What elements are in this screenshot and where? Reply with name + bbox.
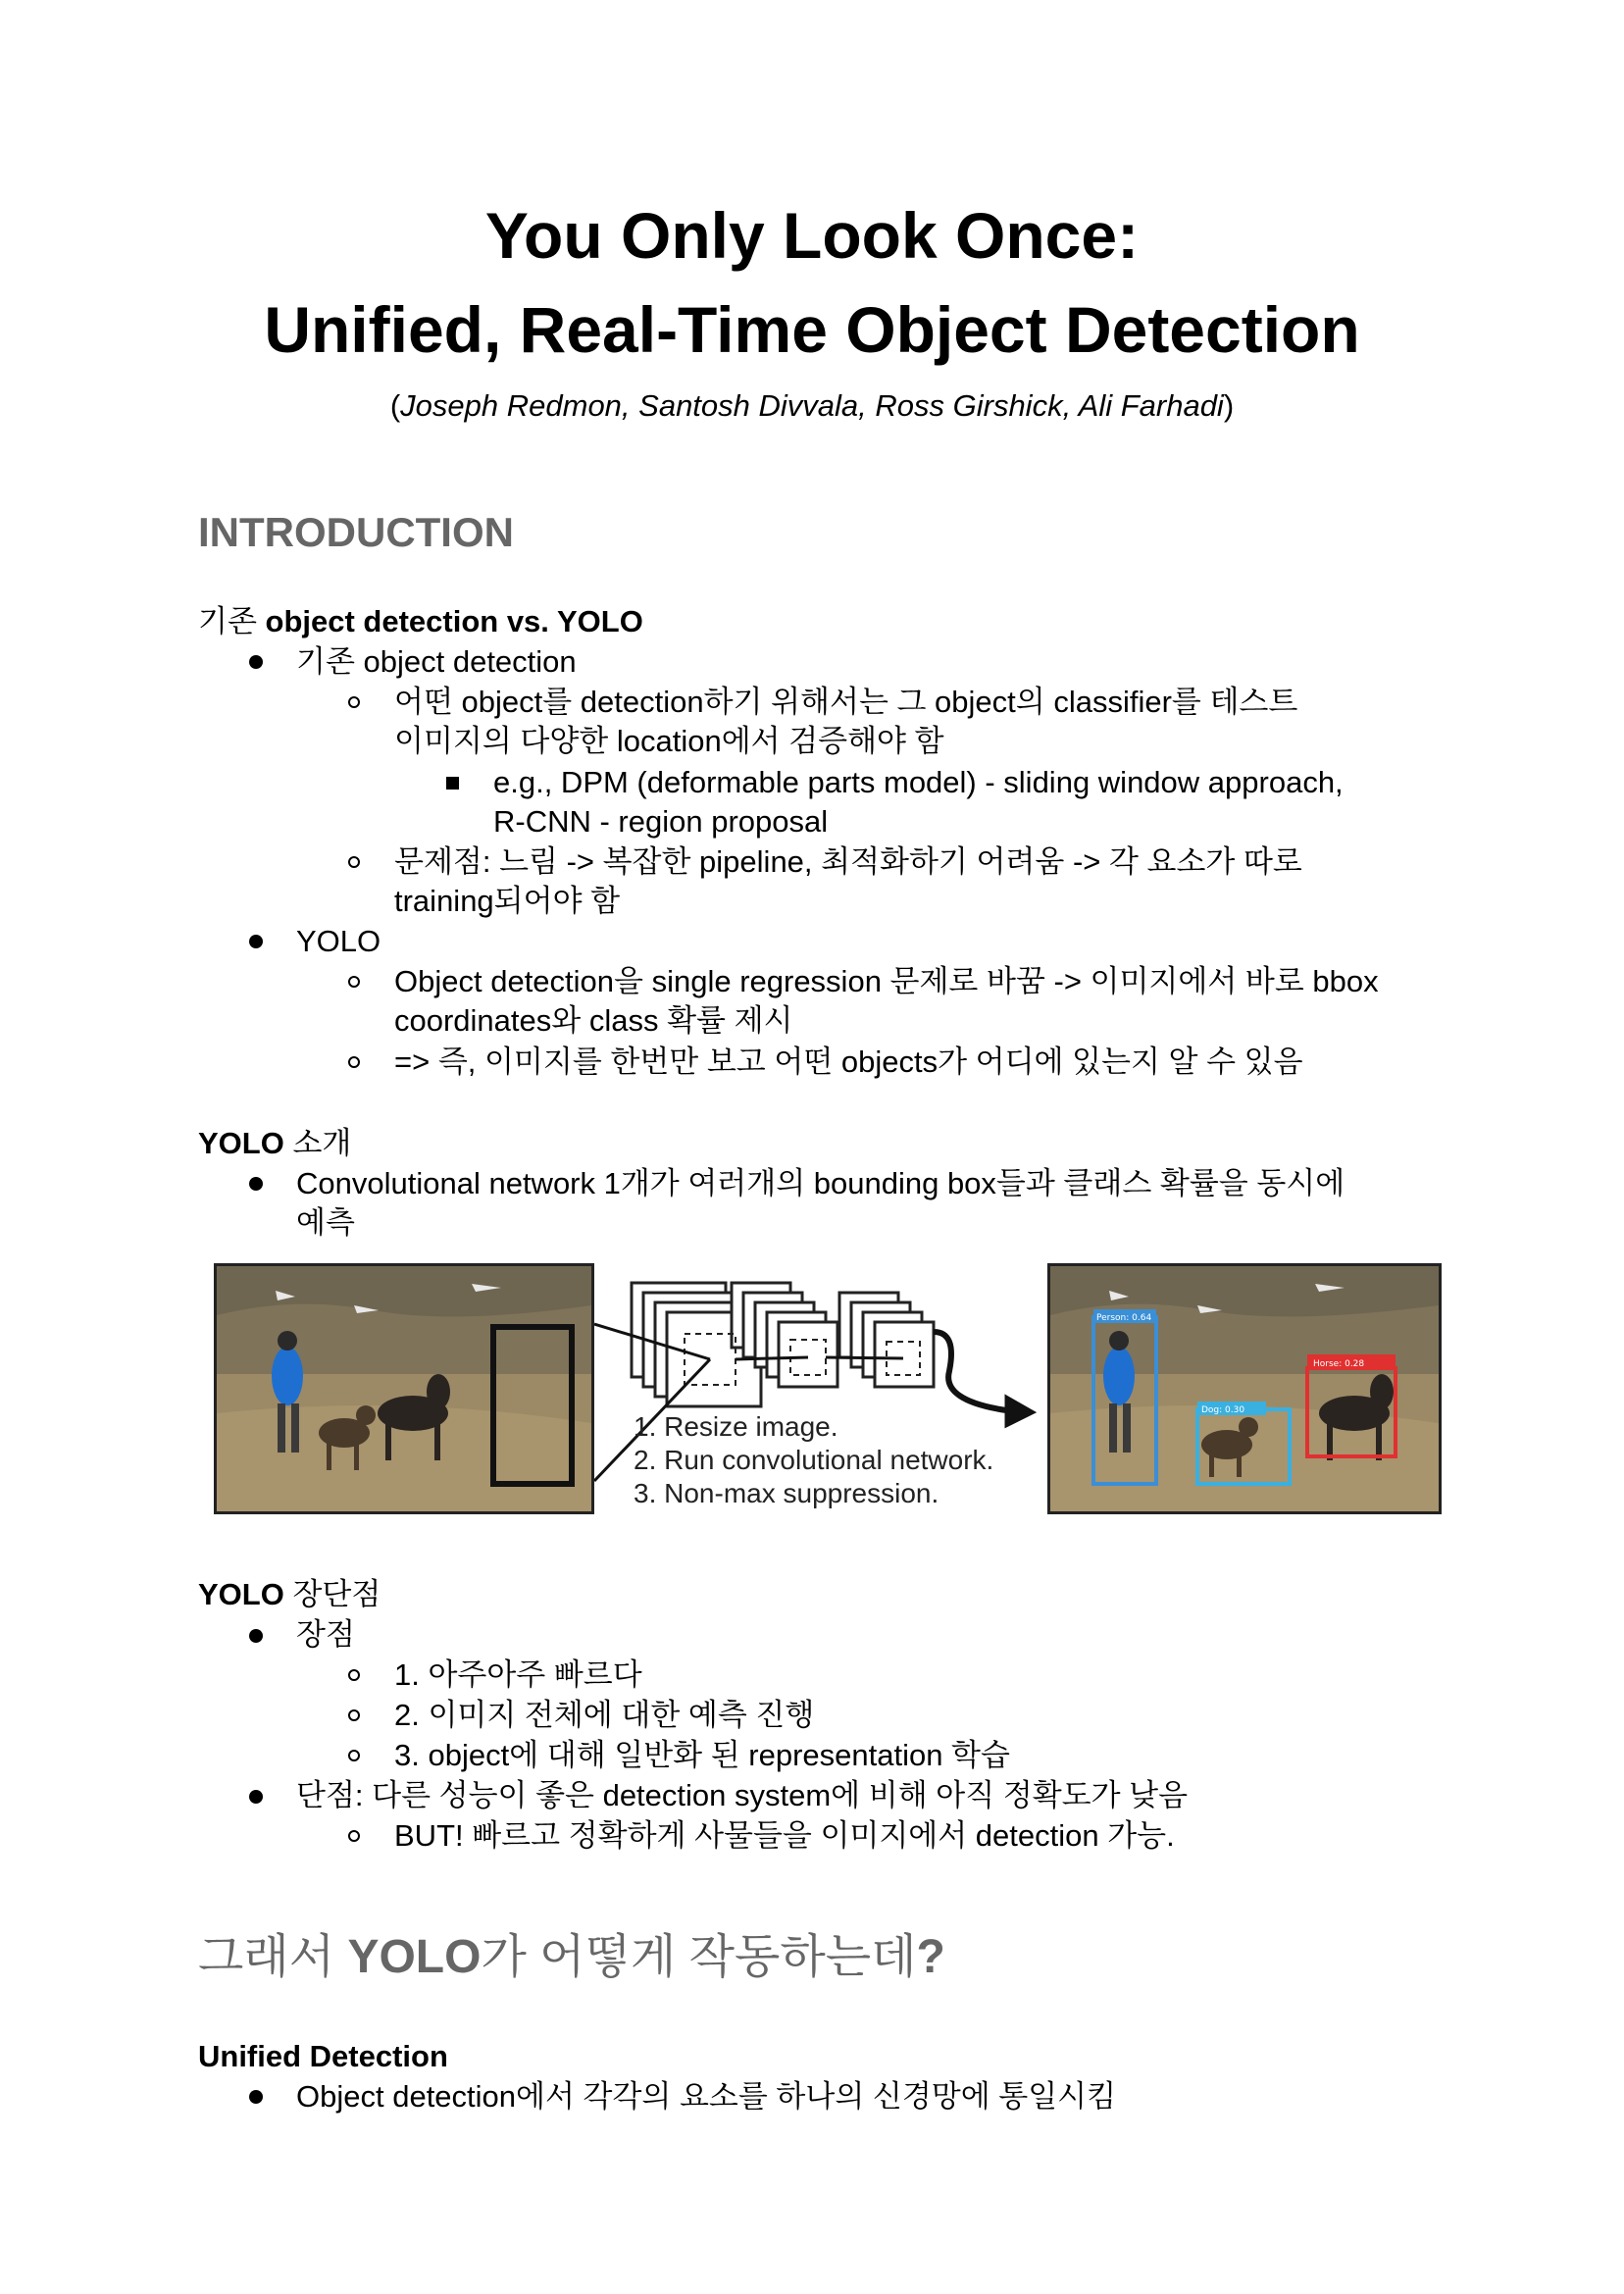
example-dpm-line1: e.g., DPM (deformable parts model) - sliding window approach, bbox=[493, 765, 1344, 799]
bullet-pros: 장점 bbox=[296, 1617, 355, 1652]
bullet-circle bbox=[348, 856, 360, 868]
subhead-yolo-intro: YOLO 소개 bbox=[198, 1126, 352, 1160]
sub-bullet-problem-line1: 문제점: 느림 -> 복잡한 pipeline, 최적화하기 어려움 -> 각 요소가 따로 bbox=[394, 844, 1302, 879]
bullet-circle bbox=[348, 976, 360, 988]
bullet-dot bbox=[249, 1177, 263, 1191]
sub-bullet-classifier-line1: 어떤 object를 detection하기 위해서는 그 object의 classifier를 테스트 bbox=[394, 685, 1298, 719]
bullet-circle bbox=[348, 1709, 360, 1721]
figure-step-2: 2. Run convolutional network. bbox=[634, 1445, 994, 1475]
bullet-dot bbox=[249, 1629, 263, 1643]
pro-item-3: 3. object에 대해 일반화 된 representation 학습 bbox=[394, 1738, 1010, 1772]
figure-step-3: 3. Non-max suppression. bbox=[634, 1478, 939, 1508]
subhead-yolo-pros-cons: YOLO 장단점 bbox=[198, 1577, 381, 1611]
subhead-unified-detection: Unified Detection bbox=[198, 2039, 448, 2073]
paper-title-line-1: You Only Look Once: bbox=[484, 199, 1140, 272]
bullet-conv-network-line2: 예측 bbox=[296, 1205, 355, 1240]
bullet-dot bbox=[249, 935, 263, 948]
example-rcnn-line2: R-CNN - region proposal bbox=[493, 804, 829, 839]
pro-item-2: 2. 이미지 전체에 대한 예측 진행 bbox=[394, 1698, 815, 1732]
bullet-conv-network-line1: Convolutional network 1개가 여러개의 bounding box들과 클래스 확률을 동시에 bbox=[296, 1166, 1345, 1200]
output-scene-illustration bbox=[1050, 1266, 1439, 1511]
figure-step-1: 1. Resize image. bbox=[634, 1411, 838, 1442]
bullet-circle bbox=[348, 1830, 360, 1842]
input-scene-illustration bbox=[217, 1266, 591, 1511]
author-list: (Joseph Redmon, Santosh Divvala, Ross Girshick, Ali Farhadi) bbox=[389, 388, 1235, 423]
bullet-circle bbox=[348, 1750, 360, 1761]
sub-bullet-regression-line1: Object detection을 single regression 문제로 바꿈 -> 이미지에서 바로 bbox bbox=[394, 964, 1379, 998]
how-yolo-works-heading: 그래서 YOLO가 어떻게 작동하는데? bbox=[198, 1931, 945, 1983]
yolo-pipeline-figure bbox=[214, 1263, 1442, 1514]
bullet-dot bbox=[249, 1790, 263, 1804]
bullet-dot bbox=[249, 2090, 263, 2104]
con-sub-item: BUT! 빠르고 정확하게 사물들을 이미지에서 detection 가능. bbox=[394, 1818, 1175, 1853]
figure-step-list bbox=[634, 1410, 993, 1510]
bullet-circle bbox=[348, 1669, 360, 1681]
person-label: Person: 0.64 bbox=[1096, 1313, 1152, 1323]
bullet-circle bbox=[348, 1056, 360, 1068]
bullet-square bbox=[446, 777, 459, 790]
dog-label: Dog: 0.30 bbox=[1201, 1405, 1245, 1415]
subhead-object-detection-vs-yolo: 기존 object detection vs. YOLO bbox=[198, 604, 643, 638]
bullet-yolo: YOLO bbox=[296, 924, 381, 958]
sub-bullet-classifier-line2: 이미지의 다양한 location에서 검증해야 함 bbox=[394, 724, 944, 758]
pro-item-1: 1. 아주아주 빠르다 bbox=[394, 1657, 642, 1692]
bullet-circle bbox=[348, 696, 360, 708]
bullet-cons: 단점: 다른 성능이 좋은 detection system에 비해 아직 정확도가 낮음 bbox=[296, 1778, 1189, 1812]
horse-label: Horse: 0.28 bbox=[1313, 1359, 1365, 1369]
paper-title-line-2: Unified, Real-Time Object Detection bbox=[264, 293, 1360, 366]
bullet-unified-network: Object detection에서 각각의 요소를 하나의 신경망에 통일시킴 bbox=[296, 2079, 1117, 2114]
sub-bullet-regression-line2: coordinates와 class 확률 제시 bbox=[394, 1003, 793, 1038]
sub-bullet-problem-line2: training되어야 함 bbox=[394, 884, 621, 918]
output-photo bbox=[1047, 1263, 1442, 1514]
input-photo bbox=[214, 1263, 594, 1514]
bullet-dot bbox=[249, 655, 263, 669]
bullet-existing-detection: 기존 object detection bbox=[296, 644, 577, 679]
sub-bullet-look-once: => 즉, 이미지를 한번만 보고 어떤 objects가 어디에 있는지 알 수 있음 bbox=[394, 1045, 1303, 1079]
introduction-heading: INTRODUCTION bbox=[198, 509, 514, 555]
